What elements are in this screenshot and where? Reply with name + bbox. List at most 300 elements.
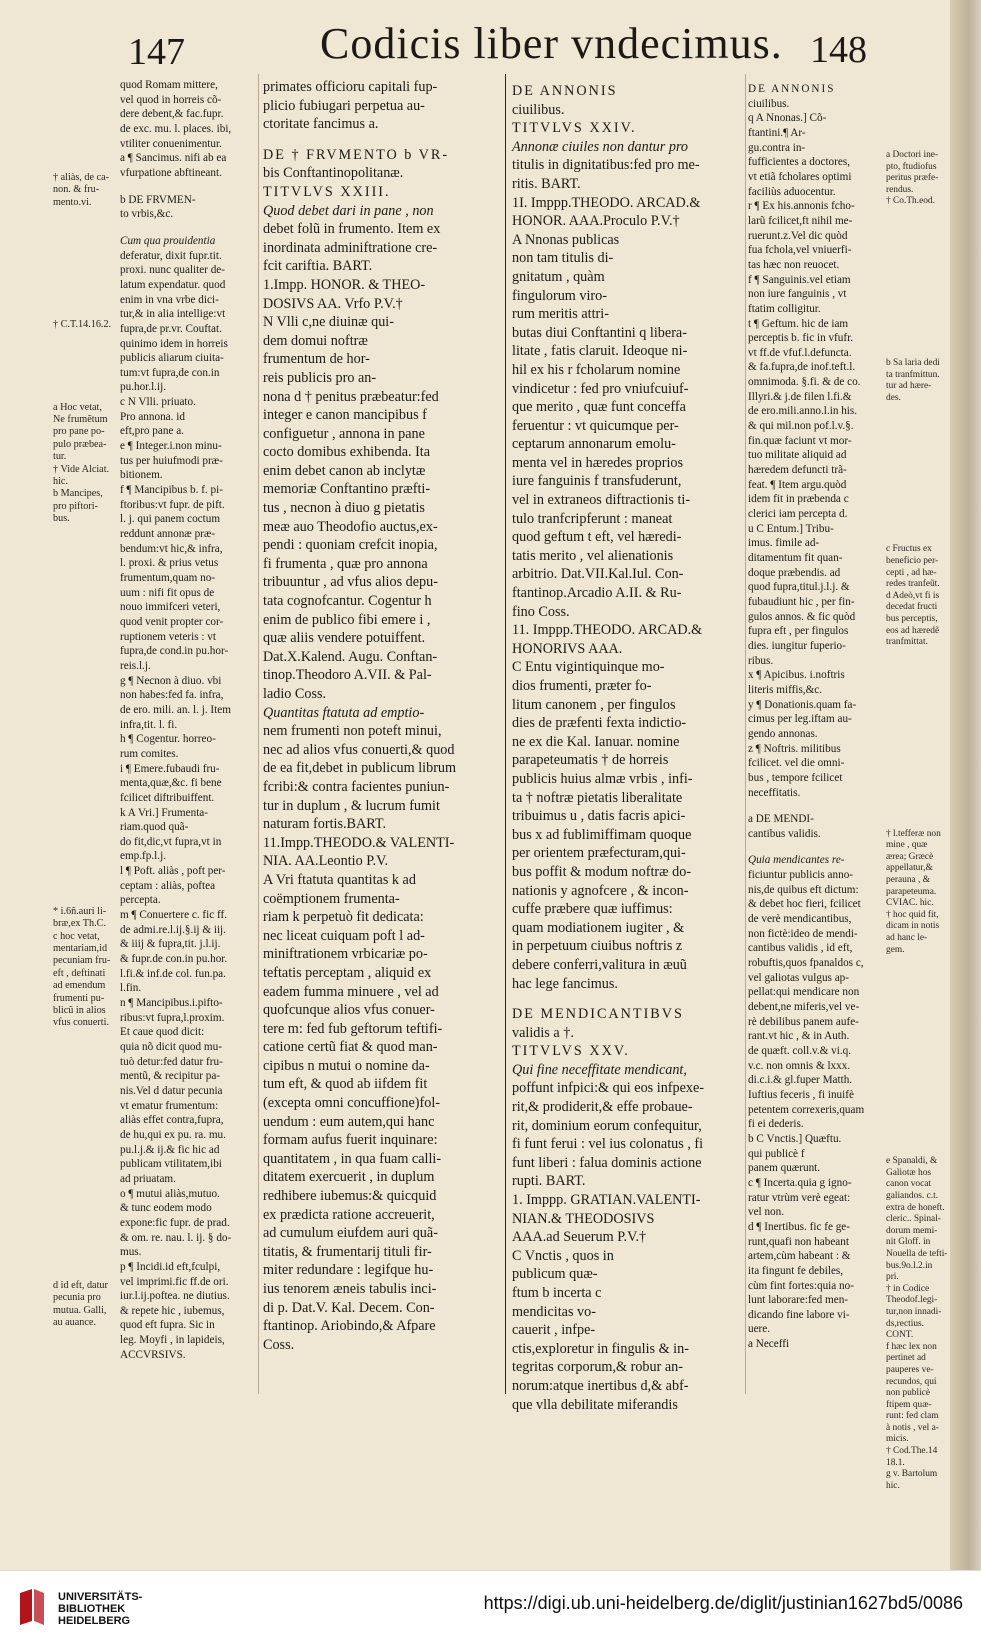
text-line: enim debet canon ab inclytæ [263,462,426,479]
text-line: A Nnonas publicas [512,231,620,248]
text-line: gnitatum , quàm [512,268,605,285]
text-line: de quæft. coll.v.& vi.q. [748,1045,852,1057]
text-line: 1.Impp. HONOR. & THEO- [263,276,426,293]
text-line: cantibus validis. [748,827,821,840]
text-line: mendicitas vo- [512,1303,596,1320]
text-line: b DE FRVMEN- [120,193,196,206]
text-line: ad cumulum eiufdem auri quã- [263,1225,438,1242]
text-line: de admi.re.l.ij.§.ij & iij. [120,923,226,936]
text-line: fupra eft , per fingulos [748,625,849,638]
text-line: norum:atque inertibus d,& abf- [512,1377,689,1394]
text-line: clerici iam percepta d. [748,508,848,521]
text-line: publicum quæ- [512,1266,598,1283]
text-line: A Vri ftatuta quantitas k ad [263,871,416,888]
permalink-url[interactable]: https://digi.ub.uni-heidelberg.de/diglit/justinian1627bd5/0086 [483,1593,963,1613]
text-line: a ¶ Sancimus. nifi ab ea [120,152,227,165]
text-line: fi frumenta , quæ pro annona [263,555,428,572]
text-line: Coss. [263,1336,295,1353]
text-line: plicio fubiugari perpetua au- [263,97,425,114]
text-line: frumentum de hor- [263,351,370,368]
text-line: quæ aliis vendere potuiffent. [263,630,426,647]
text-line: fufficientes a doctores, [748,156,850,169]
text-line: rit, dominium eorum confequitur, [512,1117,702,1134]
text-line: aliàs effet contra,fupra, [120,1114,224,1127]
section-gap [748,841,882,853]
text-line: 1. Imppp. GRATIAN.VALENTI- [512,1192,701,1209]
text-line: tum:vt fupra,de con.in [120,366,220,379]
text-line: leg. Moyfi , in lapideis, [120,1334,225,1347]
text-line: ceptarum annonarum emolu- [512,436,676,453]
right-margin-notes [886,150,954,1500]
text-line: fino Coss. [512,603,570,620]
text-line: quantitatem , in qua fuam calli- [263,1150,442,1167]
text-line: bus poffit & modum noftræ do- [512,863,692,880]
text-line: a DE MENDI- [748,813,814,826]
text-line: in perpetuum ciuibus noftris z [512,938,683,955]
text-line: tuò detur:fed datur fru- [120,1055,223,1068]
text-line: DE ANNONIS [748,83,836,95]
text-line: ratur vtrùm verè egeat: [748,1191,851,1204]
text-line: bus , tempore fcilicet [748,771,843,784]
text-line: que vlla debilitate miferandis [512,1396,678,1413]
margin-note: * i.6ñ.auri li- bræ,ex Th.C. c hoc vetat, mentariam,id pecuniam fru- eft , deftinati ad emendum frumenti pu- blicũ in alios vfus conuerti. [53,905,111,1029]
text-line: hac lege fancimus. [512,975,618,992]
text-line: uendum : eum autem,qui hanc [263,1113,435,1130]
text-line: ceptam : aliàs, poftea [120,879,216,892]
text-line: quod fupra,titul.j.l.j. & [748,581,850,594]
text-line: non tam titulis di- [512,250,614,267]
text-line: 11. Imppp.THEODO. ARCAD.& [512,622,703,639]
text-line: fua fchola,vel vniuerfi- [748,244,852,257]
text-column-right [512,82,744,1414]
text-line: Quia mendicantes re- [748,854,845,867]
text-line: f ¶ Sanguinis.vel etiam [748,273,851,286]
text-line: & fa.fupra,de inof.teft.l. [748,361,856,374]
text-line: deferatur, dixit fupr.tit. [120,249,222,262]
text-line: vel in extraneos diftractionis ti- [512,492,691,509]
text-line: fcilicet diftribuiffent. [120,791,215,804]
text-line: perceptis b. fic in vfufr. [748,332,854,345]
text-line: x ¶ Apicibus. i.noftris [748,669,845,682]
text-line: fingulorum viro- [512,287,607,304]
text-line: quia nõ dicit quod mu- [120,1041,222,1053]
text-line: reis publicis pro an- [263,369,377,386]
text-line: DE † FRVMENTO b VR- [263,146,450,163]
text-line: b C Vnctis.] Quæftu. [748,1132,842,1145]
text-line: fcilicet. vel die omni- [748,757,845,770]
text-line: Dat.X.Kalend. Augu. Conftan- [263,648,438,665]
text-line: feat. ¶ Item argu.quòd [748,478,847,491]
text-line: nis.Vel d datur pecunia [120,1084,223,1097]
text-line: inordinata adminiftratione cre- [263,239,438,256]
text-line: tuo militate aliquid ad [748,449,847,462]
text-line: & iiij & fupra,tit. j.l.ij. [120,938,221,951]
text-line: robuftis,quos fpanaldos c, [748,957,864,970]
text-line: vel non. [748,1206,785,1219]
text-line: & qui mil.non pof.l.v.§. [748,420,854,433]
text-line: ta † noftræ pietatis liberalitate [512,789,683,806]
text-line: & debet hoc fieri, fcilicet [748,898,861,911]
text-line: c N Vlli. priuato. [120,396,196,409]
text-line: k A Vri.] Frumenta- [120,806,208,819]
page-edge [950,0,981,1570]
text-line: do fit,dic,vt fupra,vt in [120,835,222,848]
text-line: butas diui Conftantini q libera- [512,324,687,341]
text-line: fin.quæ faciunt vt mor- [748,434,852,447]
left-page-number: 147 [128,31,185,73]
text-line: TITVLVS XXV. [512,1043,630,1060]
margin-note: a Hoc vetat, Ne frumẽtum pro pane po- pulo præbea- tur. † Vide Alciat. hic. b Mancipes, pro piftori- bus. [53,401,110,525]
text-line: gu.contra in- [748,141,806,154]
text-line: de hu,qui ex pu. ra. mu. [120,1128,226,1141]
text-line: riam.quod quã- [120,821,189,834]
text-line: ritis. BART. [512,175,581,192]
text-line: publicis huius almæ vrbis , infi- [512,770,693,787]
margin-note: c Fructus ex beneficio per- cepti , ad hæ- redes tranfeũt. d Adeò,vt fi is decedat fructi bus perceptis, eos ad hæredẽ tranfmittat. [886,544,940,648]
text-line: non fictè:ideo de mendi- [748,927,858,940]
gloss-column-right [748,82,882,1352]
text-line: uum : nifi fit opus de [120,586,215,599]
text-line: configuetur , annona in pane [263,425,425,442]
text-line: Iuftius feceris , fi inuifè [748,1088,854,1101]
text-line: ruptionem veteris : vt [120,630,217,643]
text-line: cimus per leg.iftam au- [748,713,852,726]
text-line: d ¶ Inertibus. fic fe ge- [748,1220,850,1233]
text-line: latum expendatur. quod [120,278,226,291]
text-line: DOSIVS AA. Vrfo P.V.† [263,295,403,312]
text-line: ftantinop.Arcadio A.II. & Ru- [512,585,682,602]
text-line: mus. [120,1246,142,1259]
text-line: hæredem defuncti trã- [748,464,847,477]
text-line: Pro annona. id [120,410,185,423]
text-line: non iure fanguinis , vt [748,288,847,301]
section-gap [120,222,258,234]
text-line: z ¶ Noftris. militibus [748,742,841,755]
text-line: y ¶ Donationis.quam fa- [748,698,857,711]
text-line: rum comites. [120,747,179,760]
text-line: ribus. [748,654,774,667]
text-line: Quod debet dari in pane , non [263,202,434,219]
text-line: rupti. BART. [512,1173,586,1190]
text-line: Qui fine neceffitate mendicant, [512,1061,687,1078]
text-line: & tunc eodem modo [120,1202,212,1215]
text-line: enim de publico fibi emere i , [263,611,431,628]
text-line: vt ematur frumentum: [120,1099,219,1112]
text-line: de ero. mili. an. l. j. Item [120,703,231,716]
text-line: nem frumenti non poteft minui, [263,723,442,740]
column-rule [745,74,746,1394]
text-line: ciuilibus. [512,101,565,118]
text-line: reis.l.j. [120,659,151,672]
text-line: titatis, & frumentarij tituli fir- [263,1243,432,1260]
text-line: Quantitas ftatuta ad emptio- [263,704,425,721]
section-gap [512,993,744,1005]
text-line: q A Nnonas.] Cõ- [748,112,827,125]
text-line: TITVLVS XXIII. [263,183,391,200]
library-logo-icon [14,1585,48,1629]
text-line: naturam fortis.BART. [263,816,387,833]
text-line: di p. Dat.V. Kal. Decem. Con- [263,1299,435,1316]
text-line: litate , fatis claruit. Ideoque ni- [512,343,688,360]
text-line: cipibus n mutui o nomine da- [263,1057,430,1074]
text-line: percepta. [120,894,161,907]
text-line: quofcunque alios vfus conuer- [263,1002,435,1019]
text-line: tum eft, & quod ab iifdem fit [263,1076,428,1093]
text-line: cauerit , infpe- [512,1322,596,1339]
text-line: quod geftum t eft, vel hæredi- [512,529,682,546]
text-line: miniftrationem vrbicariæ po- [263,946,428,963]
margin-note: † l.tefferæ non mine , quæ ærea; Græcè appellatur,& perauna , & parapeteuma. CVIAC. hic. † hoc quid fit, dicam in notis ad hanc le- gem. [886,828,941,955]
text-line: & om. re. nau. l. ij. § do- [120,1231,232,1244]
text-line: l ¶ Poft. aliàs , poft per- [120,865,226,878]
text-line: ftum b incerta c [512,1285,602,1301]
text-line: vel quod in horreis cõ- [120,93,222,106]
text-line: ctoritate fancimus a. [263,116,379,133]
text-line: omnimoda. §.fi. & de co. [748,376,861,389]
text-line: g ¶ Necnon à diuo. vbi [120,674,222,687]
text-line: doque præbendis. ad [748,566,841,579]
text-line: quam modiationem iugiter , & [512,919,685,936]
text-line: l. proxi. & prius vetus [120,557,219,570]
text-line: NIA. AA.Leontio P.V. [263,853,389,870]
text-line: uere. [748,1323,771,1336]
text-line: artem,cùm habeant : & [748,1250,851,1263]
text-line: miter redundare : legifque hu- [263,1262,434,1279]
text-line: de verè mendicantibus, [748,913,852,926]
text-line: c ¶ Incerta.quia g igno- [748,1176,852,1189]
text-line: to vrbis,&c. [120,208,174,221]
text-line: riam k perpetuò fit dedicata: [263,909,424,926]
text-line: quod eft fupra. Sic in [120,1319,215,1332]
text-line: bus x ad fublimiffimam quoque [512,826,692,843]
text-line: bis Conftantinopolitanæ. [263,165,404,182]
text-line: litum canonem , per fingulos [512,696,676,713]
text-line: vt etiã fcholares optimi [748,170,852,183]
text-line: i ¶ Emere.fubaudi fru- [120,762,220,775]
text-line: vel imprimi.fic ff.de ori. [120,1275,229,1288]
text-line: non habes:fed fa. infra, [120,689,224,702]
text-line: fi ei dederis. [748,1118,804,1131]
text-line: quinimo idem in horreis [120,337,228,350]
text-line: t ¶ Geftum. hic de iam [748,317,849,330]
text-line: arbitrio. Dat.VII.Kal.Iul. Con- [512,566,684,583]
text-line: DE MENDICANTIBVS [512,1006,684,1023]
text-line: Annonæ ciuiles non dantur pro [512,138,689,155]
text-line: mentũ, & recipitur pa- [120,1070,221,1083]
text-line: titulis in dignitatibus:fed pro me- [512,157,700,174]
text-line: dios frumenti, præter fo- [512,678,652,694]
text-line: funt liberi : falua dominis actione [512,1154,702,1171]
text-line: gendo annonas. [748,727,818,740]
text-line: 11.Impp.THEODO.& VALENTI- [263,834,455,851]
text-line: poffunt infpici:& qui eos infpexe- [512,1080,705,1097]
text-line: Cum qua prouidentia [120,234,216,247]
text-line: rit,& prodiderit,& effe probaue- [512,1099,693,1116]
text-line: dem domui noftræ [263,332,368,349]
viewer-footer [0,1570,981,1644]
text-line: ftantini.¶ Ar- [748,126,806,139]
text-line: v.c. non omnis & lxxx. [748,1059,851,1072]
library-name-line: HEIDELBERG [58,1615,131,1627]
text-line: que merito , quæ funt conceffa [512,399,686,416]
text-line: literis miffis,&c. [748,683,823,696]
text-line: tinop.Theodoro A.VII. & Pal- [263,667,432,684]
text-line: frumentum,quam no- [120,572,216,584]
text-line: 1I. Imppp.THEODO. ARCAD.& [512,194,701,211]
text-line: validis a †. [512,1024,574,1041]
library-name-line: UNIVERSITÄTS- [58,1591,143,1603]
column-rule [505,74,506,1394]
text-line: e ¶ Integer.i.non minu- [120,440,222,453]
text-line: ftoribus:vt fupr. de pift. [120,498,225,511]
margin-note: d id eft, datur pecunia pro mutua. Galli, au auance. [53,1279,108,1328]
library-name-line: BIBLIOTHEK [58,1603,126,1615]
text-line: pu.hor.l.ij. [120,381,166,394]
margin-note: b Sa laria dedi ta tranfmittun. tur ad hære- des. [886,357,940,403]
text-line: n ¶ Mancipibus.i.pifto- [120,997,223,1010]
text-line: ACCVRSIVS. [120,1348,186,1361]
text-line: quod Romam mittere, [120,79,218,91]
text-line: bitionem. [120,469,163,482]
text-line: C Entu vigintiquinque mo- [512,659,665,676]
text-line: N Vlli c,ne diuinæ qui- [263,314,394,331]
text-line: panem quærunt. [748,1162,821,1175]
text-line: rum meritis attri- [512,306,609,323]
text-line: pellat:qui mendicare non [748,986,860,999]
column-rule [258,74,259,1394]
text-line: catione certũ fiat & quod man- [263,1039,438,1056]
text-line: infra,tit. l. fi. [120,718,178,731]
text-line: rè debilibus panem aufe- [748,1015,859,1028]
text-line: tas hæc non reuocet. [748,258,840,271]
text-line: ftatim colligitur. [748,302,821,315]
text-line: coëmptionem frumenta- [263,890,400,907]
text-line: C Vnctis , quos in [512,1247,614,1264]
gloss-column-left [120,78,258,1362]
text-line: eadem fumma minuere , vel ad [263,983,439,1000]
text-line: nona d † penitus præbeatur:fed [263,388,439,405]
text-line: dies. iungitur fuperio- [748,639,846,652]
margin-note: e Spanaldi, & Galiotæ hos canon vocat galiandos. c.t. extra de honeft. cleric.. Spinal- dorum memi- nit Gloff. in Nouella de tefti- bus.9o.l.2.in pri. † in Codice Theodof.legi- tur,non innadi- ds,rectius. CONT. f hæc lex non pertinet ad pauperes ve- recundos, qui non publicè ftipem quæ- runt: fed clam à notis , vel a- micis. † Cod.The.14 18.1. g v. Bartolum hic. [886,1156,948,1491]
text-line: di.c.i.& gl.fuper Matth. [748,1074,853,1087]
text-line: ruerunt.z.Vel dic quòd [748,229,848,242]
running-title: Codicis liber vndecimus. [320,19,783,68]
text-line: tus per huiufmodi præ- [120,454,223,467]
text-line: ius tenorem æneis tabulis inci- [263,1281,437,1297]
text-line: imus. fimile ad- [748,537,820,550]
text-line: rant.vt hic , & in Auth. [748,1030,850,1043]
text-line: cuffe præbere quæ iuffimus: [512,901,673,918]
text-line: DE ANNONIS [512,83,618,99]
text-line: ftantinop. Ariobindo,& Afpare [263,1318,436,1335]
text-line: emp.fp.l.j. [120,850,166,863]
text-line: faciliùs aduocentur. [748,185,836,198]
text-line: fupra,de cond.in pu.hor- [120,645,229,658]
text-line: menta,quæ,&c. fi bene [120,777,222,790]
text-line: tur in duplum , & lucrum fumit [263,797,440,814]
text-line: r ¶ Ex his.annonis fcho- [748,200,855,213]
text-line: l. j. qui panem coctum [120,513,221,526]
text-line: fcribi:& contra facientes puniun- [263,778,450,795]
text-line: ne ex die Kal. Ianuar. nomine [512,733,680,750]
text-line: idem fit in præbenda c [748,493,849,506]
text-line: parapeteumatis † de horreis [512,752,669,769]
text-line: memoriæ Conftantino præfti- [263,481,431,498]
text-line: l.fi.& inf.de col. fun.pa. [120,967,226,980]
text-line: f ¶ Mancipibus b. f. pi- [120,484,223,497]
text-line: enim in vna vrbe dici- [120,293,219,306]
text-line: redhibere iubemus:& quicquid [263,1188,437,1205]
text-line: u C Entum.] Tribu- [748,522,834,535]
text-line: tatis merito , vel alienationis [512,547,674,564]
section-gap [748,800,882,812]
text-line: TITVLVS XXIV. [512,120,637,137]
text-line: ditamentum fit quan- [748,552,843,564]
text-line: debere conferri,valitura in æuũ [512,956,687,973]
text-line: menta vel in hæredes proprios [512,454,683,471]
text-line: nec liceat cuiquam poft l ad- [263,927,425,944]
text-line: debent,ne miferis,vel ve- [748,1001,860,1014]
section-gap [263,134,503,146]
text-line: vfurpatione abftineant. [120,166,222,179]
text-line: nouo immifceri veteri, [120,601,221,614]
text-line: dere debent,& fac.fupr. [120,108,224,121]
margin-note: † C.T.14.16.2. [53,319,112,331]
text-line: runt,quafi non habeant [748,1235,849,1248]
text-line: fupra,de pr.vr. Couftat. [120,322,222,335]
text-line: larũ fcilicet,ft nihil me- [748,214,853,227]
text-line: HONORIVS AAA. [512,640,623,657]
text-line: meæ auo Theodofio auctus,ex- [263,518,438,535]
text-line: tegritas corporum,& robur an- [512,1359,683,1376]
text-line: ladio Coss. [263,686,327,702]
text-line: Et caue quod dicit: [120,1026,205,1039]
text-line: hil ex his r fcholarum nomine [512,361,681,378]
text-line: tulo tranfcripferunt : maneat [512,510,673,527]
text-line: formam aufus fuerit inquinare: [263,1132,438,1149]
text-line: publicis aliarum ciuita- [120,352,224,365]
text-line: fcit cariftia. BART. [263,258,373,275]
text-line: tribuimus u , datis facris apici- [512,808,686,825]
text-line: eft,pro pane a. [120,425,184,438]
text-line: vel galiotas vulgus ap- [748,971,849,984]
text-line: integer e canon mancipibus f [263,407,427,424]
text-line: lunt laborare:fed men- [748,1294,849,1307]
text-line: de ero.mili.anno.l.in his. [748,405,858,418]
text-line: ficiuntur publicis anno- [748,869,854,882]
margin-note: a Doctori ine- pto, ftudiofus peritus præfe- rendus. † Co.Th.eod. [886,150,939,207]
text-line: de ea fit,debet in publicum librum [263,760,457,777]
text-column-left [263,78,503,1354]
text-line: Illyri.& j.de filen l.fi.& [748,390,852,403]
text-line: tere m: fed fub geftorum teftifi- [263,1020,443,1037]
text-line: bendum:vt hic,& infra, [120,542,223,555]
text-line: expone:fic fupr. de prad. [120,1216,230,1229]
text-line: reddunt annonæ præ- [120,528,216,541]
text-line: ditatem exercuerit , in duplum [263,1169,435,1186]
text-line: & repete hic , iubemus, [120,1304,225,1317]
text-line: nec ad alios vfus conuerti,& quod [263,741,455,758]
text-line: per orientem præfecturam,qui- [512,845,686,862]
text-line: ad priuatam. [120,1172,176,1185]
section-gap [120,181,258,193]
text-line: cocto domibus exhibenda. Ita [263,444,431,461]
text-line: pu.l.j.& ij.& fic hic ad [120,1143,220,1156]
text-line: l.fin. [120,982,142,995]
text-line: fi funt ferui : vel ius colonatus , fi [512,1136,704,1153]
text-line: fubaudiunt hic , per fin- [748,595,855,608]
text-line: h ¶ Cogentur. horreo- [120,733,216,746]
